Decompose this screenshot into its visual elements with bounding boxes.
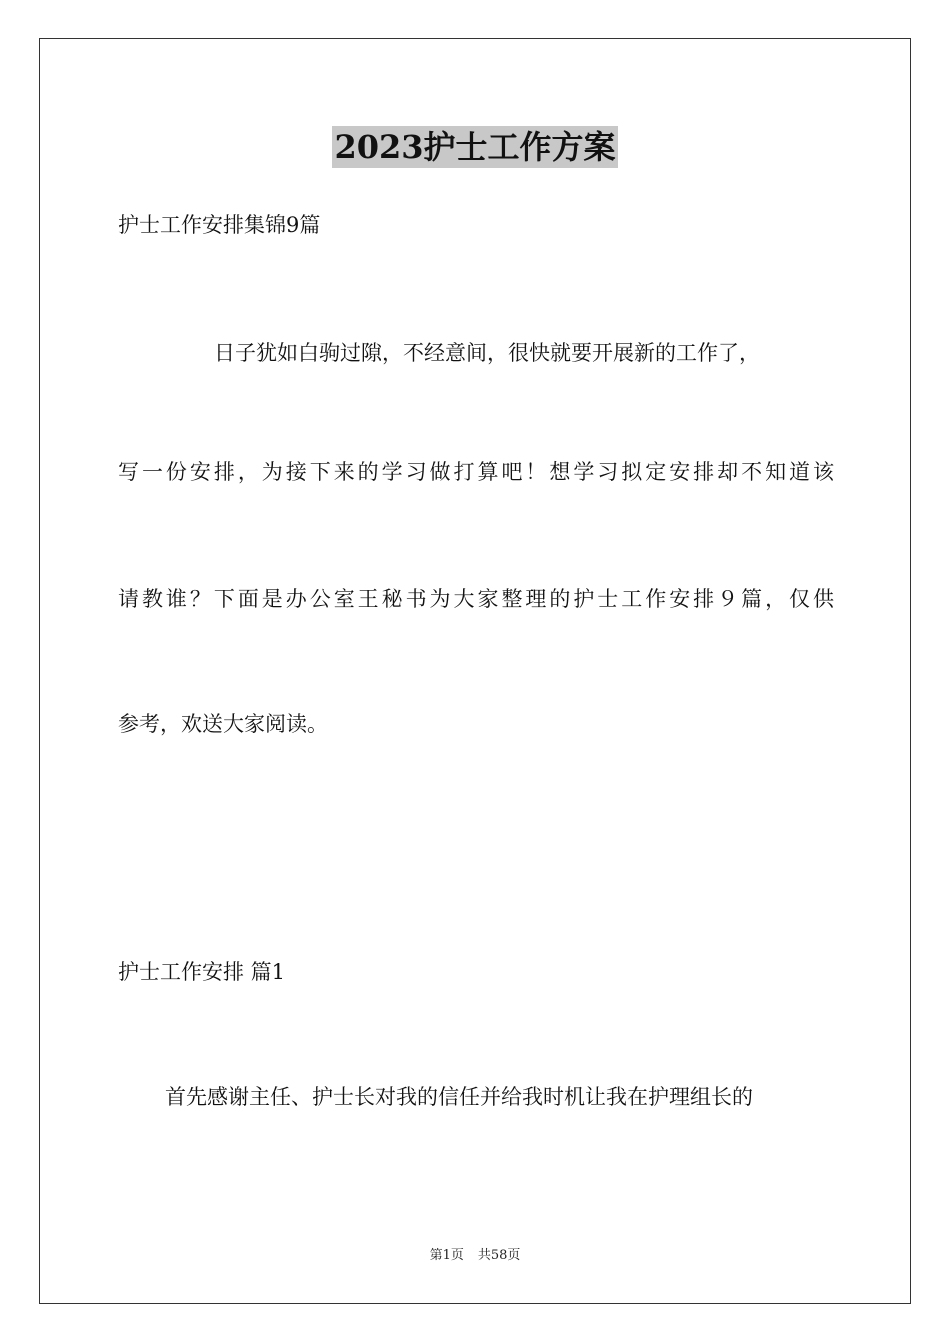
page-number: 第1页 [429, 1248, 464, 1263]
document-subtitle: 护士工作安排集锦9篇 [118, 213, 321, 237]
intro-line-4: 参考，欢送大家阅读。 [118, 712, 328, 736]
section-heading: 护士工作安排 篇1 [118, 960, 286, 984]
intro-line-2: 写一份安排，为接下来的学习做打算吧！想学习拟定安排却不知道该 [118, 460, 834, 484]
document-title: 2023护士工作方案 [334, 128, 616, 166]
title-container [0, 126, 950, 168]
intro-line-3: 请教谁？下面是办公室王秘书为大家整理的护士工作安排９篇，仅供 [118, 587, 834, 611]
page-total: 共58页 [477, 1248, 521, 1263]
page-footer [0, 1247, 950, 1265]
section-first-line: 首先感谢主任、护士长对我的信任并给我时机让我在护理组长的 [165, 1085, 753, 1109]
intro-line-1: 日子犹如白驹过隙，不经意间，很快就要开展新的工作了， [214, 341, 760, 365]
